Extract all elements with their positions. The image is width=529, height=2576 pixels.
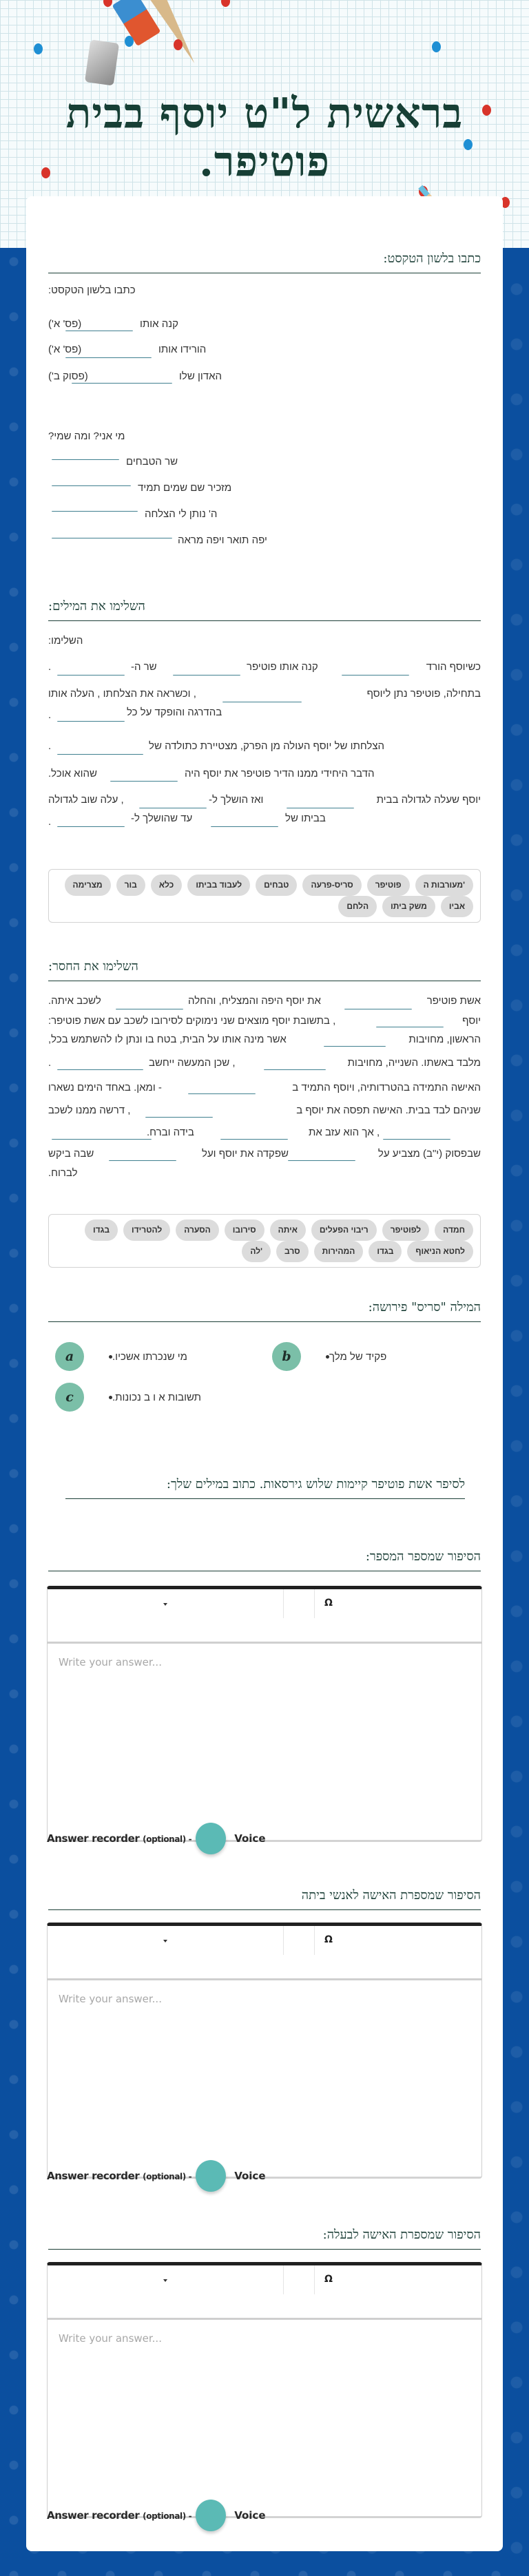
record-button[interactable] — [196, 2160, 226, 2192]
question-text: מי אני? ומה שמי? — [48, 430, 125, 442]
word-chip[interactable]: מצרימה — [65, 875, 111, 896]
word-chip[interactable]: סרב — [276, 1241, 309, 1262]
editor-toolbar — [47, 2262, 482, 2318]
word-chip[interactable]: להטרידו — [123, 1219, 170, 1241]
sentence-text: , דרשה ממנו לשכב — [48, 1104, 131, 1116]
answer-blank[interactable] — [324, 1046, 386, 1047]
sentence-text: לברוח. — [48, 1167, 78, 1179]
word-chip[interactable]: לעבוד בביתו — [187, 875, 250, 896]
answer-textarea[interactable] — [59, 1656, 470, 1828]
toolbar-separator — [283, 2265, 284, 2294]
answer-blank[interactable] — [288, 1160, 355, 1161]
format-dropdown[interactable] — [48, 2265, 283, 2296]
word-chip[interactable]: חמדה — [435, 1219, 473, 1241]
heading-text: השלימו את המילים: — [48, 599, 145, 614]
heading-text: המילה "סריס" פירושה: — [368, 1300, 481, 1315]
prompt-text: קנה אותו — [140, 318, 178, 330]
word-chip[interactable]: בור — [116, 875, 145, 896]
sentence-text: . — [48, 816, 52, 828]
sentence-text: , עלה שוב לגדולה — [48, 794, 124, 806]
ref-text: (פס' א') — [48, 318, 82, 330]
word-bank — [48, 1214, 481, 1268]
sharpener-decoration-icon — [85, 39, 119, 85]
format-dropdown[interactable] — [48, 1589, 283, 1620]
heading-text: כתבו בלשון הטקסט: — [383, 251, 481, 266]
answer-textarea[interactable] — [59, 2332, 470, 2504]
caret-down-icon — [163, 1603, 167, 1606]
answer-blank[interactable] — [110, 781, 178, 782]
heading-text: הסיפור שמספרת האישה לאנשי ביתה — [301, 1888, 481, 1903]
rich-text-editor — [47, 1923, 482, 2179]
word-bank — [48, 869, 481, 923]
answer-blank[interactable] — [109, 1160, 176, 1161]
sentence-text: יוסף שעלה לגדולה בבית — [376, 794, 481, 806]
prompt-text: הורידו אותו — [158, 344, 207, 355]
sentence-text: בביתו של — [285, 813, 326, 824]
word-chip[interactable]: כלא — [151, 875, 182, 896]
rich-text-editor — [47, 1586, 482, 1842]
toolbar-separator — [283, 1589, 284, 1618]
word-chip[interactable]: לחטא הניאוף — [407, 1241, 473, 1262]
prompt-text: יפה תואר ויפה מראה — [178, 534, 267, 546]
story-heading — [48, 2228, 481, 2250]
dot-decoration-icon — [174, 39, 183, 50]
rich-text-editor — [47, 2262, 482, 2518]
answer-blank[interactable] — [52, 1139, 152, 1140]
sentence-text: לשכב איתה. — [48, 995, 101, 1007]
dot-decoration-icon — [432, 41, 441, 52]
sentence-text: , שכן המעשה ייחשב — [149, 1057, 236, 1069]
sentence-text: שהוא אוכל. — [48, 768, 97, 779]
toolbar-separator — [314, 1589, 315, 1618]
sentence-text: קנה אותו פוטיפר — [247, 661, 318, 673]
dot-decoration-icon — [103, 0, 112, 7]
answer-blank[interactable] — [52, 485, 131, 486]
sentence-text: . — [48, 709, 52, 721]
word-chip[interactable]: ריבוי הפעלים — [311, 1219, 377, 1241]
worksheet-card — [26, 196, 503, 2551]
sentence-text: . — [48, 1057, 52, 1069]
option-a[interactable] — [55, 1342, 187, 1371]
sentence-text: בתחילה, פוטיפר נתן ליוסף — [366, 688, 481, 700]
word-chip[interactable]: בגדו — [369, 1241, 402, 1262]
sentence-text: עד שהושלך ל- — [131, 813, 193, 824]
answer-area — [47, 1642, 482, 1842]
option-c[interactable] — [55, 1383, 201, 1412]
answer-blank[interactable] — [57, 721, 125, 722]
toolbar-separator — [283, 1926, 284, 1955]
option-letter-badge: a — [55, 1342, 84, 1371]
answer-area — [47, 1979, 482, 2179]
answer-blank[interactable] — [220, 1139, 288, 1140]
sentence-text: שניהם לבד בבית. האישה תפסה את יוסף ב — [296, 1104, 481, 1116]
toolbar-separator — [314, 1926, 315, 1955]
sentence-text: אשר מינה אותו על הבית, בטח בו ונתן לו להשתמש בכל, — [48, 1034, 287, 1045]
sentence-text: שר ה- — [131, 661, 157, 673]
record-button[interactable] — [196, 1823, 226, 1854]
sentence-text: יוסף — [462, 1015, 481, 1027]
word-chip[interactable]: טבחים — [256, 875, 297, 896]
option-b[interactable] — [272, 1342, 386, 1371]
option-label — [320, 1351, 386, 1363]
recorder-label-text: Answer recorder — [47, 1832, 140, 1845]
sentence-text: ואז הושלך ל- — [209, 794, 264, 806]
caret-down-icon — [163, 2279, 167, 2282]
special-character-button[interactable]: Ω — [324, 1934, 333, 1945]
answer-area — [47, 2318, 482, 2518]
sentence-text: את יוסף היפה והמצליח, והחלה — [188, 995, 321, 1007]
word-chip[interactable]: בגדו — [85, 1219, 118, 1241]
sentence-text: האישה התמידה בהטרדותיה, ויוסף התמיד ב — [292, 1082, 481, 1093]
sentence-text: . — [48, 740, 52, 752]
option-label — [103, 1392, 201, 1403]
word-chip[interactable]: המהירות — [314, 1241, 364, 1262]
word-chip[interactable]: פוטיפר — [367, 875, 410, 896]
instruction-text: כתבו בלשון הטקסט: — [48, 284, 136, 296]
recorder-optional-text: (optional) - — [143, 2511, 192, 2521]
sentence-text: כשיוסף הורד — [426, 661, 481, 673]
heading-text: הסיפור שמספרת האישה לבעלה: — [322, 2228, 481, 2242]
answer-blank[interactable] — [52, 511, 138, 512]
word-chip[interactable]: הסערה — [176, 1219, 219, 1241]
section-heading — [48, 959, 481, 981]
option-letter-badge: b — [272, 1342, 301, 1371]
voice-label: Voice — [234, 1832, 266, 1845]
section-heading — [48, 599, 481, 621]
option-text: מי שנכרתו אשכיו. — [112, 1350, 187, 1363]
answer-blank[interactable] — [72, 383, 172, 384]
answer-blank[interactable] — [65, 357, 152, 358]
answer-blank[interactable] — [211, 826, 278, 827]
answer-recorder — [47, 2500, 266, 2531]
sentence-text: אשת פוטיפר — [426, 995, 481, 1007]
answer-blank[interactable] — [383, 1139, 450, 1140]
dot-decoration-icon — [221, 0, 230, 7]
sentence-text: . — [48, 661, 52, 673]
recorder-optional-text: (optional) - — [143, 2172, 192, 2181]
answer-blank[interactable] — [264, 1069, 326, 1070]
recorder-optional-text: (optional) - — [143, 1834, 192, 1844]
prompt-text: האדון שלו — [179, 370, 222, 382]
word-chip[interactable]: משק ביתו — [382, 896, 435, 917]
editor-toolbar — [47, 1586, 482, 1642]
section-heading — [48, 251, 481, 273]
word-chip[interactable]: 'לה — [242, 1241, 271, 1262]
answer-textarea[interactable] — [59, 1993, 470, 2164]
section-heading — [48, 1300, 481, 1322]
record-button[interactable] — [196, 2500, 226, 2531]
sentence-text: שפקדה את יוסף ועל — [202, 1148, 289, 1160]
voice-label: Voice — [234, 2509, 266, 2522]
eraser-decoration-icon — [112, 0, 160, 46]
word-chip[interactable]: הלחם — [338, 896, 377, 917]
sentence-text: הדבר היחידי ממנו הדיר פוטיפר את יוסף היה — [185, 768, 375, 779]
prompt-text: שר הטבחים — [126, 456, 178, 468]
answer-blank[interactable] — [145, 1117, 213, 1118]
option-label — [103, 1351, 187, 1363]
bullet-icon — [326, 1355, 329, 1359]
word-chip[interactable]: לפוטיפר — [382, 1219, 429, 1241]
dot-decoration-icon — [125, 36, 134, 47]
sentence-text: בהדרגה והופקד על כל — [127, 706, 222, 718]
sentence-text: , בתשובת יוסף מוצאים שני נימוקים לסירובו לשכב עם אשת פוטיפר: — [48, 1015, 336, 1027]
recorder-label-text: Answer recorder — [47, 2170, 140, 2182]
answer-blank[interactable] — [342, 675, 409, 676]
option-text: תשובות א ו ב נכונות. — [112, 1391, 201, 1403]
sentence-text: , וכשראה את הצלחתו , העלה אותו — [48, 688, 196, 700]
sentence-text: בידה וברח. — [147, 1127, 194, 1138]
editor-toolbar — [47, 1923, 482, 1979]
recorder-label — [47, 2509, 191, 2522]
section-heading — [65, 1477, 465, 1499]
word-chip[interactable]: 'מעורבות ה — [415, 875, 473, 896]
answer-blank[interactable] — [57, 754, 143, 755]
story-heading — [48, 1549, 481, 1571]
sentence-text: - ומאן. באחד הימים נשארו — [48, 1082, 162, 1093]
sentence-text: הראשון, מחויבות — [408, 1034, 481, 1045]
special-character-button[interactable]: Ω — [324, 2274, 333, 2285]
sentence-text: שבה ביקש — [48, 1148, 94, 1160]
heading-text: לסיפר אשת פוטיפר קיימות שלוש גירסאות. כתוב במילים שלך: — [166, 1477, 465, 1491]
word-chip[interactable]: איתה — [270, 1219, 306, 1241]
sentence-text: שבפסוק (י"ב) מצביע על — [377, 1148, 481, 1160]
answer-blank[interactable] — [52, 459, 119, 460]
heading-text: השלימו את החסר: — [48, 959, 138, 974]
special-character-button[interactable]: Ω — [324, 1598, 333, 1609]
answer-recorder — [47, 1823, 266, 1854]
prompt-text: ה' נותן לי הצלחה — [145, 508, 218, 520]
recorder-label — [47, 2170, 191, 2182]
recorder-label — [47, 1832, 191, 1845]
caret-down-icon — [163, 1940, 167, 1943]
answer-blank[interactable] — [57, 1069, 143, 1070]
word-chip[interactable]: סירובו — [225, 1219, 264, 1241]
answer-recorder — [47, 2160, 266, 2192]
recorder-label-text: Answer recorder — [47, 2509, 140, 2522]
option-text: פקיד של מלך — [329, 1350, 387, 1363]
ref-text: (פסוק ב') — [48, 370, 88, 382]
sentence-text: , אך הוא עזב את — [309, 1127, 380, 1138]
instruction-text: השלימו: — [48, 635, 83, 647]
dot-decoration-icon — [34, 43, 43, 54]
ref-text: (פס' א') — [48, 344, 82, 355]
sentence-text: מלבד באשתו. השנייה, מחויבות — [347, 1057, 481, 1069]
answer-blank[interactable] — [57, 675, 125, 676]
answer-blank[interactable] — [173, 675, 240, 676]
option-letter-badge: c — [55, 1383, 84, 1412]
word-chip[interactable]: סריס-פרעה — [302, 875, 361, 896]
bullet-icon — [109, 1396, 112, 1399]
voice-label: Voice — [234, 2170, 266, 2182]
format-dropdown[interactable] — [48, 1926, 283, 1956]
answer-blank[interactable] — [57, 826, 125, 827]
word-chip[interactable]: אביו — [441, 896, 473, 917]
page-title: בראשית ל"ט יוסף בבית פוטיפר. — [65, 90, 464, 186]
heading-text: הסיפור שמספר המספר: — [365, 1549, 481, 1564]
toolbar-separator — [314, 2265, 315, 2294]
story-heading — [48, 1888, 481, 1910]
sentence-text: הצלחתו של יוסף העולה מן הפרק, מצטיירת כתולדה של — [149, 740, 385, 752]
bullet-icon — [109, 1355, 112, 1359]
prompt-text: מזכיר שם שמים תמיד — [138, 482, 232, 494]
answer-blank[interactable] — [188, 1093, 256, 1094]
